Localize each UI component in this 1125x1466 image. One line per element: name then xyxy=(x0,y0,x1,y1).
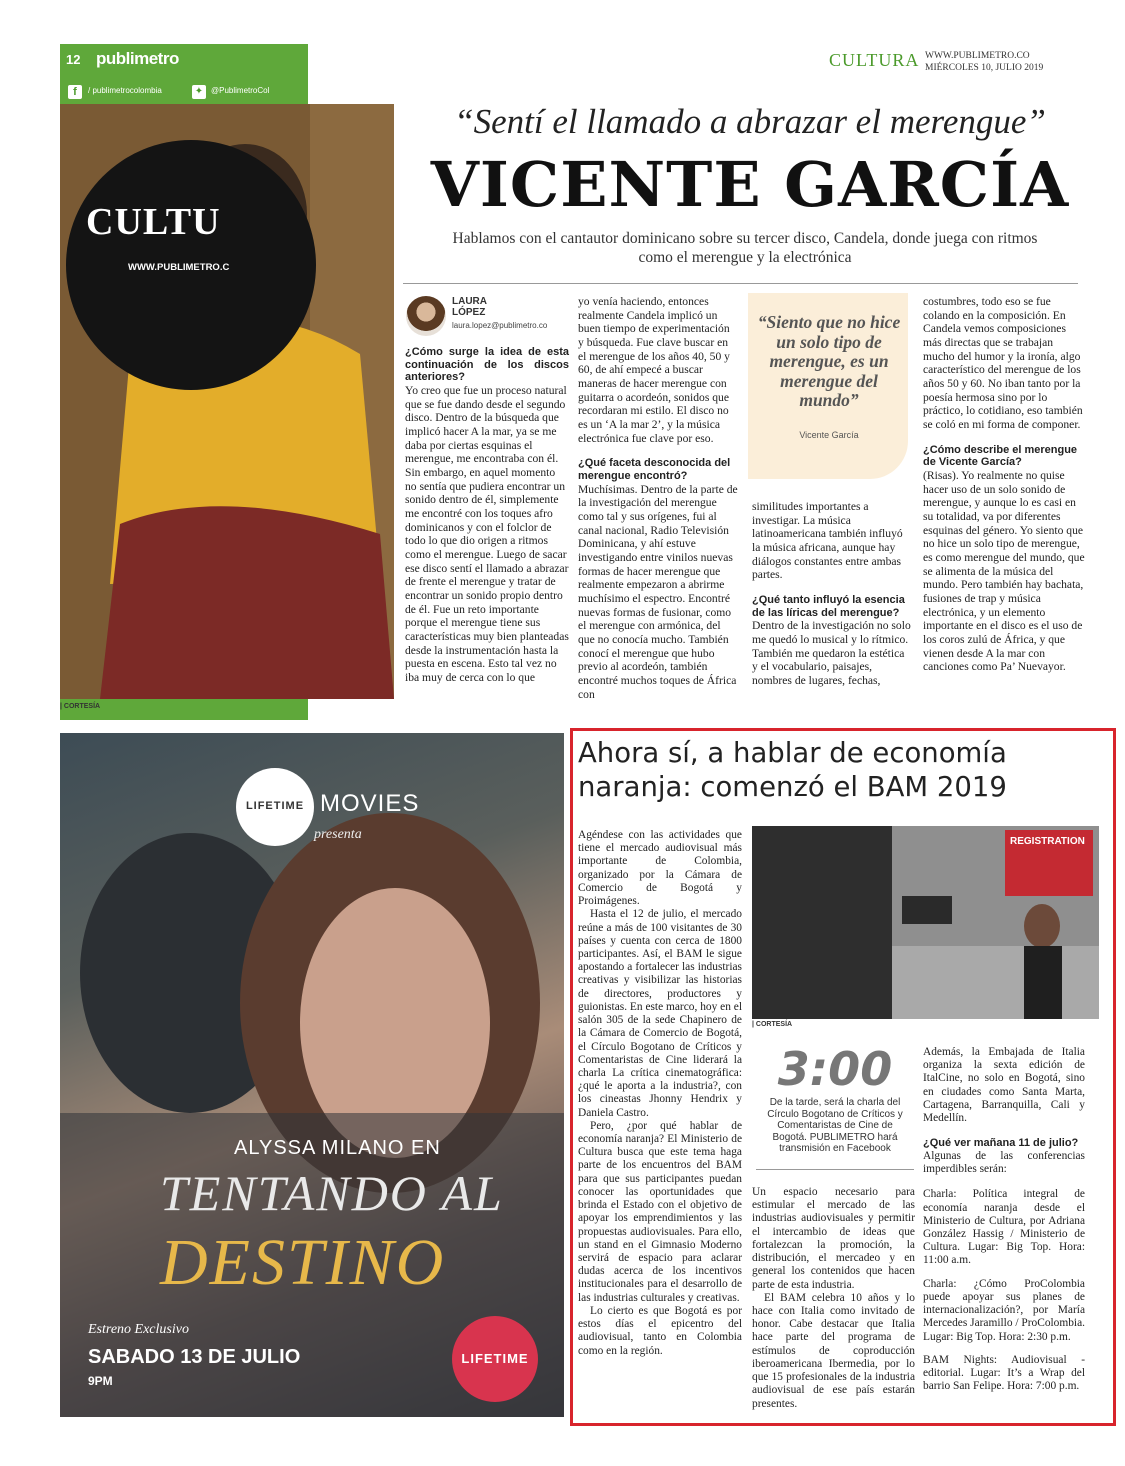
movie-advertisement[interactable] xyxy=(60,733,564,1417)
page-number: 12 xyxy=(66,52,81,67)
ad-title-line-1: TENTANDO AL xyxy=(160,1165,504,1221)
divider xyxy=(403,283,1078,284)
bam-subheading: ¿Qué ver mañana 11 de julio? xyxy=(923,1137,1079,1150)
cultura-circle-url: WWW.PUBLIMETRO.C xyxy=(128,262,230,273)
twitter-icon: ✦ xyxy=(192,85,206,99)
quote-headline: “Sentí el llamado a abrazar el merengue” xyxy=(454,102,1046,141)
bam-photo-credit: | CORTESÍA xyxy=(752,1021,793,1028)
bam-paragraph: Hasta el 12 de julio, el mercado reúne a más de 100 visitantes de 30 países y cuenta con cerca de 1800 participantes. Así, el BAM le sigue apostando a fortalecer las industrias creativas y visibilizar las historias de directores, productores y guionistas. En este marco, hoy en el salón 305 de la sede Chapinero de la Cámara de Comercio de Bogotá, el Círculo Bogotano de Críticos y Comentaristas de Cine liderará la charla La crítica cinematográfica: ¿qué le aporta a la industria?, con los cineastas Jhonny Hendrix y Daniela Castro. xyxy=(578,908,742,1119)
interview-answer: Yo creo que fue un proceso natural que se fue dando desde el segundo disco. Dentro de la búsqueda que implicó hacer A la mar, ya se me daba por ciertas esquinas el merengue, me encontraba con él. Sin embargo, en aquel momento no sentía que pudiera encontrar un sonido dentro de él, simplemente me encontré con los toques afro dominicanos y con el folclor de todo lo que dio origen a ritmos como el merengue. Luego de sacar ese disco sentí el llamado a abrazar de frente el merengue y tratar de encontrar un sonido propio dentro de él. Fue un reto importante porque el merengue tiene sus características muy bien planteadas desde la instrumentación hasta la puesta en escena. Esto tal vez no iba muy de cerca con lo que xyxy=(405,383,569,685)
article-title: VICENTE GARCÍA xyxy=(430,148,1070,221)
brand-logo: publimetro xyxy=(96,49,179,68)
site-url: WWW.PUBLIMETRO.CO xyxy=(925,51,1030,61)
bam-schedule-item: Charla: ¿Cómo ProColombia puede apoyar sus planes de internacionalización?, por María Mercedes Jaramillo / ProColombia. Lugar: Big Top. Hora: 2:30 p.m. xyxy=(923,1277,1085,1343)
interview-answer: (Risas). Yo realmente no quise hacer uso de un solo sonido de merengue, y aunque lo es casi en su totalidad, va por diferentes esquinas del género. Yo siento que no hice un solo tipo de merengue, es como merengue del mundo, que se alimenta de la música del mundo. Pero también hay bachata, fusiones de trap y música electrónica, y un elemento importante en el disco es el uso de los coros zulú de África, y que vienen desde A la mar con canciones como Pa’ Nuevayor. xyxy=(923,469,1085,674)
interview-question: ¿Qué faceta desconocida del merengue encontró? xyxy=(578,457,731,483)
highlight-time: 3:00 xyxy=(777,1042,893,1096)
interview-answer: Muchísimas. Dentro de la parte de la investigación del merengue como tal y sus orígenes, fui al canal nacional, Radio Televisión Dominicana, y ahí estuve investigando entre vinilos nuevas formas de hacer merengue que realmente empezaron a abrirme muchísimo el espectro. Encontré nuevas formas de fusionar, como el merengue con armónica, del que no conocía mucho. También conocí el merengue que hubo previo al acordeón, también encontré muchos toques de África con xyxy=(578,482,738,701)
ad-actress: ALYSSA MILANO EN xyxy=(234,1137,441,1159)
author-first-name: LAURA xyxy=(452,296,487,307)
article-column-1 xyxy=(405,346,569,685)
bam-article-title: Ahora sí, a hablar de economía naranja: comenzó el BAM 2019 xyxy=(578,737,1007,803)
bam-schedule-item: BAM Nights: Audiovisual - editorial. Lugar: It’s a Wrap del barrio San Felipe. Hora: 7:00 p.m. xyxy=(923,1353,1085,1393)
cultura-circle-label: CULTU xyxy=(86,201,221,243)
interview-answer: Dentro de la investigación no solo me quedó lo musical y lo rítmico. También me quedaron la estética y el vocabulario, paisajes, nombres de lugares, fechas, xyxy=(752,619,911,687)
ad-time: 9PM xyxy=(88,1374,113,1388)
bam-column-2 xyxy=(752,1186,915,1411)
bam-paragraph: Un espacio necesario para estimular el mercado de las industrias audiovisuales y permitir el intercambio de ideas que fortalezcan la promoción, la distribución, el mercadeo y en general los contenidos que hacen parte de esta industria. xyxy=(752,1186,915,1291)
issue-date: MIÉRCOLES 10, JULIO 2019 xyxy=(925,63,1044,73)
facebook-icon: f xyxy=(68,85,82,99)
bam-schedule-item: Charla: Política integral de economía naranja desde el Ministerio de Cultura, por Adriana González Hassig / Ministerio de Cultura. Lugar: Big Top. Hora: 11:00 a.m. xyxy=(923,1188,1085,1267)
bam-column-3 xyxy=(923,1046,1085,1393)
lifetime-badge-text: LIFETIME xyxy=(461,1351,529,1366)
bam-paragraph: Lo cierto es que Bogotá es por estos días el epicentro del audiovisual, tanto en Colombia como en la región. xyxy=(578,1304,742,1357)
article-column-2 xyxy=(578,295,738,701)
photo-credit: | CORTESÍA xyxy=(60,703,101,710)
movies-logo-text: MOVIES xyxy=(320,790,420,817)
interview-answer: yo venía haciendo, entonces realmente Candela implicó un buen tiempo de experimentación y búsqueda. Fue clave buscar en el merengue de los años 40, 50 y 60, de ahí empecé a buscar maneras de hacer merengue con guitarra o acordeón, sonidos que recordaran mi estilo. El disco no es un ‘A la mar 2’, y la música electrónica fue clave por eso. xyxy=(578,295,730,445)
ad-illustration xyxy=(60,733,564,1417)
interview-question: ¿Qué tanto influyó la esencia de las líricas del merengue? xyxy=(752,594,905,619)
pull-quote-author: Vicente García xyxy=(799,430,859,440)
highlight-time-note: De la tarde, será la charla del Círculo Bogotano de Críticos y Comentaristas de Cine de Bogotá. PUBLIMETRO hará transmisión en Facebook xyxy=(767,1097,903,1154)
bam-column-1 xyxy=(578,829,742,1358)
ad-estreno: Estreno Exclusivo xyxy=(88,1322,189,1337)
facebook-handle: / publimetrocolombia xyxy=(88,86,162,95)
ad-date: SABADO 13 DE JULIO xyxy=(88,1346,301,1368)
interview-answer: similitudes importantes a investigar. La música latinoamericana también influyó la música africana, aunque hay diálogos constantes entre ambas partes. xyxy=(752,500,903,582)
interview-answer: costumbres, todo eso se fue colando en la composición. En Candela vemos composiciones más directas que se trabajan mucho del humor y la ironía, algo característico del merengue de los años 50 y 60. No iban tanto por la poesía hermosa sino por lo práctico, lo cotidiano, eso también se coló en mi forma de componer. xyxy=(923,295,1083,432)
author-avatar xyxy=(406,296,446,336)
interview-question: ¿Cómo surge la idea de esta continuación de los discos anteriores? xyxy=(405,346,569,384)
bam-paragraph: Pero, ¿por qué hablar de economía naranja? El Ministerio de Cultura busca que este tema haga parte de los encuentros del BAM para que sus participantes puedan conocer las oportunidades que brinda el Estado con el objetivo de apoyar los emprendimientos y las propuestas audiovisuales. Para ello, un stand en el Gimnasio Moderno servirá de espacio para aclarar dudas acerca de los incentivos institucionales para el desarrollo de las industrias culturales y creativas. xyxy=(578,1119,742,1304)
ad-title-line-2: DESTINO xyxy=(160,1226,446,1299)
bam-paragraph: Algunas de las conferencias imperdibles serán: xyxy=(923,1149,1085,1176)
bam-paragraph: Agéndese con las actividades que tiene el mercado audiovisual más importante de Colombia, organizado por la Cámara de Comercio de Bogotá y Proimágenes. xyxy=(578,829,742,908)
article-subhead: Hablamos con el cantautor dominicano sobre su tercer disco, Candela, donde juega con ritmos como el merengue y la electrónica xyxy=(452,230,1038,266)
lifetime-logo-text: LIFETIME xyxy=(245,800,305,812)
author-last-name: LÓPEZ xyxy=(452,307,486,318)
ad-presenta: presenta xyxy=(314,827,362,842)
twitter-handle: @PublimetroCol xyxy=(211,86,270,95)
section-name: CULTURA xyxy=(829,50,920,70)
author-name xyxy=(452,296,487,318)
divider xyxy=(756,1169,914,1170)
pull-quote: “Siento que no hice un solo tipo de merengue, es un merengue del mundo” xyxy=(757,312,901,411)
bam-paragraph: El BAM celebra 10 años y lo hace con Italia como invitado de honor. Cabe destacar que Italia hace parte del programa de estímulos de coproducción iberoamericana Ibermedia, por lo que 15 profesionales de la industria audiovisual de ese país estarán presentes. xyxy=(752,1291,915,1410)
registration-sign-text: REGISTRATION xyxy=(1010,836,1085,847)
article-column-3 xyxy=(752,500,912,688)
interview-question: ¿Cómo describe el merengue de Vicente García? xyxy=(923,443,1078,469)
bam-paragraph: Además, la Embajada de Italia organiza la sexta edición de ItalCine, no solo en Bogotá, sino en ciudades como Santa Marta, Cartagena, Barranquilla, Cali y Medellín. xyxy=(923,1046,1085,1125)
article-column-4 xyxy=(923,295,1085,674)
author-email: laura.lopez@publimetro.co xyxy=(452,321,548,330)
